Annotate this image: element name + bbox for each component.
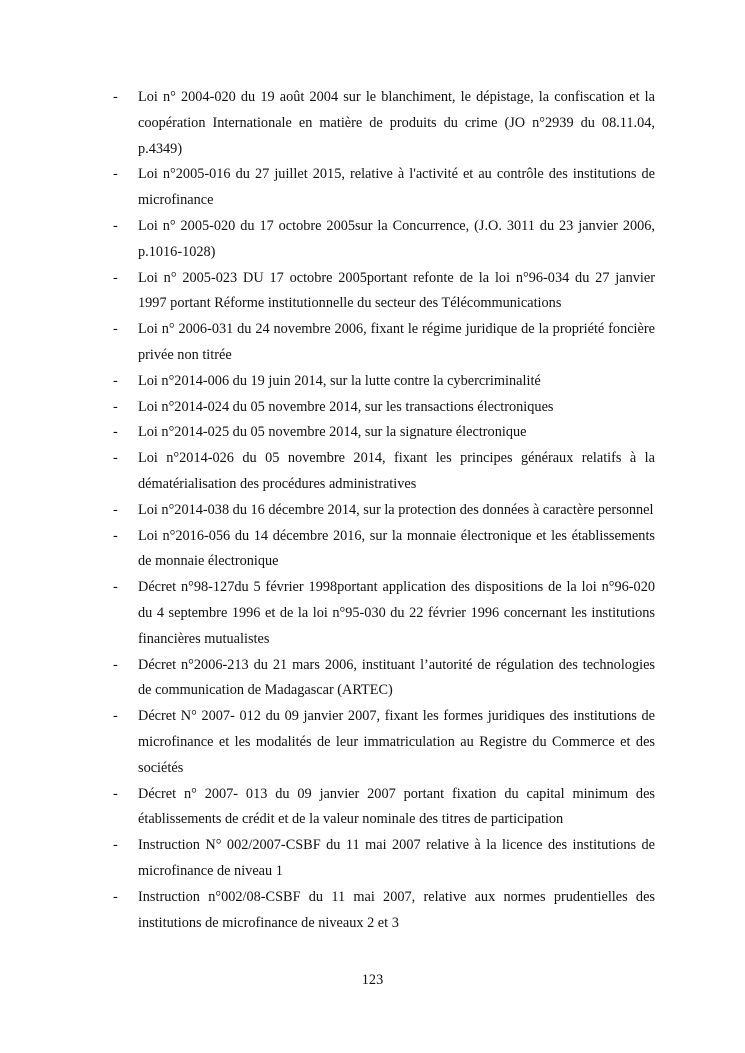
bullet-dash: -: [113, 837, 118, 854]
list-item: [113, 524, 655, 576]
list-item-text: Loi n°2014-006 du 19 juin 2014, sur la lutte contre la cybercriminalité: [138, 372, 541, 389]
list-item-text: Loi n° 2006-031 du 24 novembre 2006, fixant le régime juridique de la propriété foncière privée non titrée: [138, 321, 655, 363]
list-item: [113, 369, 655, 395]
list-item: [113, 162, 655, 214]
bullet-dash: -: [113, 321, 118, 338]
bullet-dash: -: [113, 785, 118, 802]
list-item-text: Instruction N° 002/2007-CSBF du 11 mai 2007 relative à la licence des institutions de microfinance de niveau 1: [138, 837, 655, 879]
list-item: [113, 214, 655, 266]
list-item: [113, 85, 655, 162]
bullet-dash: -: [113, 424, 118, 441]
list-item: [113, 420, 655, 446]
list-item: [113, 266, 655, 318]
list-item-text: Loi n° 2005-023 DU 17 octobre 2005portant refonte de la loi n°96-034 du 27 janvier 1997 portant Réforme institutionnelle du secteur des Télécommunications: [138, 269, 655, 312]
bullet-dash: -: [113, 398, 118, 415]
list-item-text: Loi n°2016-056 du 14 décembre 2016, sur la monnaie électronique et les établissements de monnaie électronique: [138, 527, 655, 570]
list-item: [113, 317, 655, 369]
list-item: [113, 498, 655, 524]
list-item-text: Décret N° 2007- 012 du 09 janvier 2007, fixant les formes juridiques des institutions de microfinance et les modalités de leur immatriculation au Registre du Commerce et des sociétés: [138, 708, 655, 776]
page-number: 123: [361, 972, 384, 988]
list-item: [113, 446, 655, 498]
list-item-text: Décret n° 2007- 013 du 09 janvier 2007 portant fixation du capital minimum des établissements de crédit et de la valeur nominale des titres de participation: [138, 785, 655, 828]
bullet-dash: -: [113, 527, 118, 544]
list-item-text: Loi n°2014-025 du 05 novembre 2014, sur la signature électronique: [138, 424, 527, 441]
list-item: [113, 653, 655, 705]
list-item-text: Loi n° 2004-020 du 19 août 2004 sur le blanchiment, le dépistage, la confiscation et la coopération Internationale en matière de produits du crime (JO n°2939 du 08.11.04, p.4349): [138, 89, 655, 157]
bullet-dash: -: [113, 166, 118, 183]
list-item-text: Loi n°2014-026 du 05 novembre 2014, fixant les principes généraux relatifs à la dématérialisation des procédures administratives: [138, 450, 655, 492]
list-item: [113, 575, 655, 652]
bullet-dash: -: [113, 372, 118, 389]
list-item-text: Décret n°98-127du 5 février 1998portant application des dispositions de la loi n°96-020 du 4 septembre 1996 et de la loi n°95-030 du 22 février 1996 concernant les institutions financières mutualistes: [138, 579, 655, 647]
list-item-text: Instruction n°002/08-CSBF du 11 mai 2007, relative aux normes prudentielles des institutions de microfinance de niveaux 2 et 3: [138, 888, 655, 931]
bullet-dash: -: [113, 450, 118, 467]
list-item: [113, 885, 655, 937]
bullet-dash: -: [113, 501, 118, 518]
bullet-dash: -: [113, 888, 118, 905]
bullet-dash: -: [113, 579, 118, 596]
list-item-text: Loi n° 2005-020 du 17 octobre 2005sur la Concurrence, (J.O. 3011 du 23 janvier 2006, p.1016-1028): [138, 217, 655, 260]
list-item: [113, 395, 655, 421]
legal-references-list: [113, 85, 655, 936]
list-item-text: Loi n°2005-016 du 27 juillet 2015, relative à l'activité et au contrôle des institutions de microfinance: [138, 166, 655, 209]
bullet-dash: -: [113, 269, 118, 286]
bullet-dash: -: [113, 656, 118, 673]
bullet-dash: -: [113, 708, 118, 725]
bullet-dash: -: [113, 89, 118, 105]
list-item: [113, 704, 655, 781]
list-item: [113, 782, 655, 834]
list-item-text: Décret n°2006-213 du 21 mars 2006, instituant l’autorité de régulation des technologies de communication de Madagascar (ARTEC): [138, 656, 655, 699]
bullet-dash: -: [113, 217, 118, 234]
list-item-text: Loi n°2014-038 du 16 décembre 2014, sur la protection des données à caractère personnel: [138, 501, 654, 518]
list-item: [113, 833, 655, 885]
list-item-text: Loi n°2014-024 du 05 novembre 2014, sur les transactions électroniques: [138, 398, 554, 415]
